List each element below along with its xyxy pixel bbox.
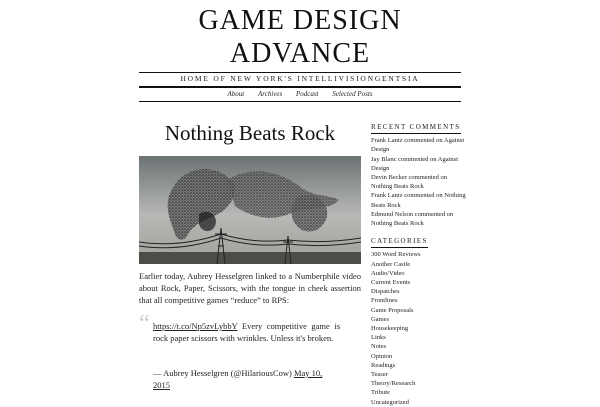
category-item[interactable]: Current Events [371,279,411,287]
site-title[interactable] [0,4,600,70]
attribution-author: — Aubrey Hesselgren (@HilariousCow) [153,368,294,378]
category-item[interactable]: Games [371,315,390,323]
categories-heading: CATEGORIES [371,237,428,248]
nav-podcast[interactable]: Podcast [295,90,319,98]
header-rule-bottom [139,101,461,102]
categories-list [371,250,466,406]
nav-archives[interactable]: Archives [257,90,283,98]
category-item[interactable]: Another Castle [371,260,411,268]
site-tagline: HOME OF NEW YORK'S INTELLIVISIONGENTSIA [180,74,420,83]
quote-link[interactable]: https://t.co/Np5zvLybbY [153,321,238,331]
category-item[interactable]: Game Proposals [371,306,414,314]
attribution-date-link[interactable]: May 10, 2015 [153,368,323,390]
nav-about[interactable]: About [227,90,245,98]
category-item[interactable]: Theory/Research [371,380,416,388]
category-item[interactable]: Teaser [371,371,388,379]
post-title[interactable]: Nothing Beats Rock [164,121,336,145]
category-item[interactable]: Uncategorized [371,398,409,406]
recent-comment-item[interactable]: Edmund Nelson commented on Nothing Beats Rock [371,210,454,228]
category-item[interactable]: Readings [371,361,396,369]
category-item[interactable]: Opinion [371,352,393,360]
recent-comment-item[interactable]: Frank Lantz commented on Nothing Beats Rock [371,192,466,209]
category-item[interactable]: 300 Word Reviews [371,251,421,259]
quote-text: Every competitive game is rock paper scissors with wrinkles. Unless it's broken. [153,321,340,343]
quote-mark-icon: “ [139,311,150,337]
category-item[interactable]: Frontlines [371,297,398,305]
header-rule-top [139,72,461,73]
recent-comment-item[interactable]: Jay Blanc commented on Against Design [371,155,459,172]
site-title-line2: ADVANCE [229,38,371,69]
recent-comments-list [371,136,466,228]
quote-attribution [153,367,340,391]
header-rule-mid [139,86,461,88]
nav-selected-posts[interactable]: Selected Posts [332,90,373,98]
post-image [139,156,361,264]
category-item[interactable]: Dispatches [371,288,400,296]
category-item[interactable]: Tribute [371,389,390,397]
recent-comment-item[interactable]: Devin Becker commented on Nothing Beats Rock [371,174,447,191]
category-item[interactable]: Housekeeping [371,325,409,333]
post-blockquote [153,320,340,344]
category-item[interactable]: Links [371,334,386,342]
sidebar [371,123,466,407]
recent-comment-item[interactable]: Frank Lantz commented on Against Design [371,137,465,154]
category-item[interactable]: Audio/Video [371,269,405,277]
category-item[interactable]: Notes [371,343,387,351]
site-title-line1: GAME DESIGN [198,5,402,36]
main-nav [139,90,461,98]
recent-comments-heading: RECENT COMMENTS [371,123,461,134]
starling-murmuration-image [139,156,361,264]
post-intro: Earlier today, Aubrey Hesselgren linked to a Numberphile video about Rock, Paper, Scissors, with the tongue in cheek assertion that all competitive games “reduce” to RPS: [139,271,361,305]
